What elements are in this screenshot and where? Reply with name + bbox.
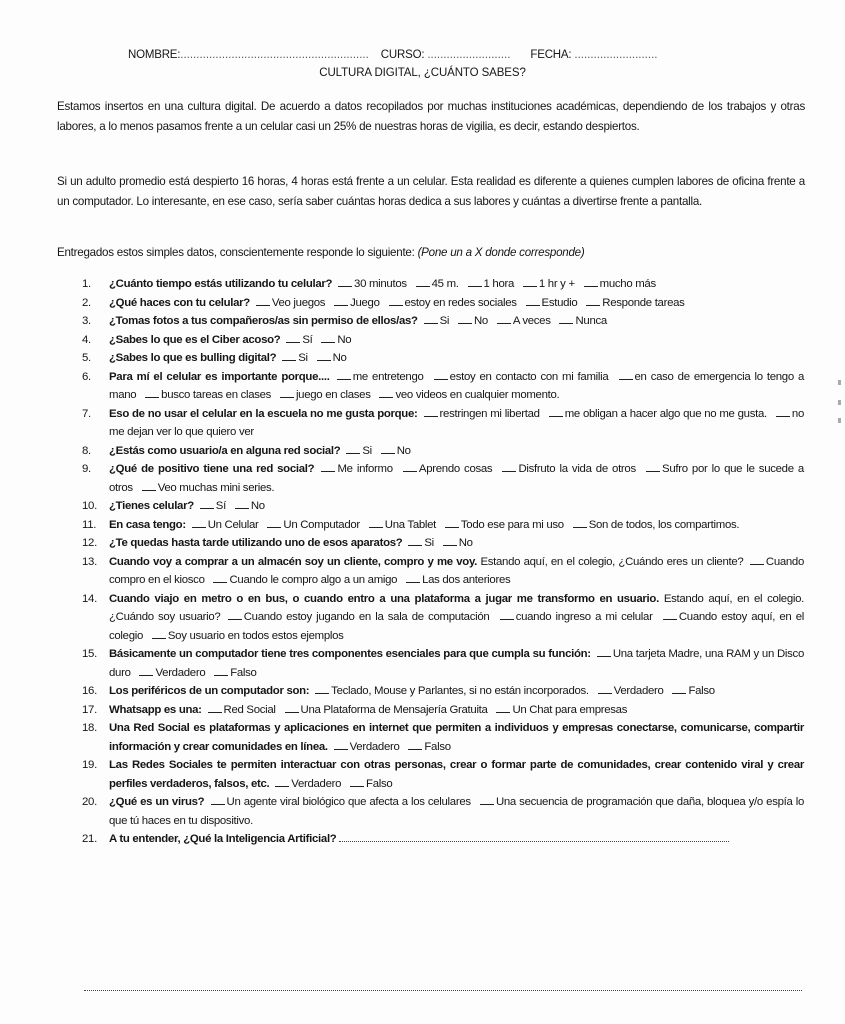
option-label: me obligan a hacer algo que no me gusta.	[564, 407, 767, 420]
question-number: 14.	[82, 592, 97, 605]
student-info-row	[128, 49, 738, 61]
question-item	[82, 368, 804, 405]
answer-blank[interactable]	[458, 313, 472, 324]
option-label: juego en clases	[295, 389, 371, 401]
scan-mark	[838, 400, 841, 405]
answer-blank[interactable]	[584, 276, 598, 287]
option-label: Cuando le compro algo a un amigo	[229, 574, 398, 586]
answer-blank[interactable]	[672, 683, 686, 694]
option-label: Responde tareas	[602, 296, 685, 309]
question-text: ¿Te quedas hasta tarde utilizando uno de esos aparatos?	[109, 537, 403, 549]
answer-blank[interactable]	[586, 295, 600, 306]
option-label: A veces	[512, 315, 551, 327]
question-item	[82, 312, 804, 331]
question-number: 5.	[82, 352, 91, 364]
answer-blank[interactable]	[445, 517, 459, 528]
page-title: CULTURA DIGITAL, ¿CUÁNTO SABES?	[319, 67, 526, 79]
answer-blank[interactable]	[282, 350, 296, 361]
question-item	[82, 590, 804, 646]
answer-blank[interactable]	[286, 332, 300, 343]
answer-blank[interactable]	[646, 461, 660, 472]
option-label: Una Tablet	[384, 518, 437, 531]
question-number: 8.	[82, 444, 91, 457]
question-item	[82, 275, 804, 294]
scan-mark	[838, 418, 841, 423]
question-context: Estando aquí, en el colegio. ¿Cuándo soy usuario?	[109, 592, 804, 623]
option-label: Falso	[230, 666, 257, 679]
option-label: Un agente viral biológico que afecta a los celulares	[226, 796, 471, 808]
question-item	[82, 442, 804, 461]
answer-blank[interactable]	[468, 276, 482, 287]
question-number: 13.	[82, 555, 97, 568]
question-list	[82, 275, 804, 849]
question-item	[82, 294, 804, 313]
answer-blank[interactable]	[213, 572, 227, 583]
question-number: 4.	[82, 333, 91, 346]
question-number: 11.	[82, 518, 97, 531]
answer-blank[interactable]	[334, 739, 348, 750]
option-label: Verdadero	[291, 777, 342, 790]
answer-blank[interactable]	[381, 443, 395, 454]
option-label: 45 m.	[431, 278, 459, 290]
option-label: Cuando estoy aquí, en el colegio	[109, 611, 804, 642]
question-number: 6.	[82, 370, 91, 383]
option-label: Si	[439, 315, 450, 327]
question-number: 19.	[82, 759, 97, 771]
question-number: 9.	[82, 463, 91, 475]
answer-blank[interactable]	[408, 739, 422, 750]
option-label: no me dejan ver lo que quiero ver	[109, 407, 804, 438]
option-label: Si	[298, 352, 308, 364]
answer-blank[interactable]	[416, 276, 430, 287]
option-label: Falso	[366, 777, 393, 790]
answer-blank[interactable]	[211, 794, 225, 805]
question-number: 20.	[82, 796, 97, 808]
question-item	[82, 553, 804, 590]
answer-blank[interactable]	[338, 276, 352, 287]
answer-blank[interactable]	[424, 406, 438, 417]
answer-blank[interactable]	[267, 517, 281, 528]
option-label: Un Computador	[283, 518, 360, 531]
question-text: ¿Qué es un virus?	[109, 796, 205, 808]
instructions-text: Entregados estos simples datos, conscientemente responde lo siguiente:	[57, 246, 418, 259]
option-label: Aprendo cosas	[418, 463, 493, 475]
question-item	[82, 405, 804, 442]
option-label: No	[250, 500, 265, 512]
answer-blank[interactable]	[549, 406, 563, 417]
answer-blank[interactable]	[408, 535, 422, 546]
question-number: 1.	[82, 278, 91, 290]
answer-blank[interactable]	[776, 406, 790, 417]
answer-blank[interactable]	[346, 443, 360, 454]
question-number: 10.	[82, 500, 97, 512]
answer-blank[interactable]	[497, 313, 511, 324]
question-item	[82, 534, 804, 553]
question-number: 17.	[82, 703, 97, 716]
answer-blank[interactable]	[619, 369, 633, 380]
question-context: Estando aquí, en el colegio, ¿Cuándo eres un cliente?	[480, 555, 744, 568]
answer-blank[interactable]	[256, 295, 270, 306]
answer-blank[interactable]	[750, 554, 764, 565]
option-label: Una tarjeta Madre, una RAM y un Disco duro	[109, 648, 804, 679]
option-label: Sí	[302, 333, 313, 346]
answer-blank[interactable]	[350, 776, 364, 787]
answer-blank[interactable]	[496, 702, 510, 713]
option-label: Estudio	[541, 296, 578, 309]
question-item	[82, 331, 804, 350]
scan-mark	[838, 380, 841, 385]
option-label: Nunca	[575, 315, 607, 327]
question-text: ¿Estás como usuario/a en alguna red social?	[109, 444, 341, 457]
curso-label: CURSO:	[380, 49, 425, 61]
answer-blank[interactable]	[321, 332, 335, 343]
question-item	[82, 830, 804, 849]
option-label: Falso	[424, 740, 451, 753]
option-label: Falso	[688, 685, 715, 697]
option-label: Todo ese para mi uso	[460, 518, 564, 531]
question-text: ¿Cuánto tiempo estás utilizando tu celular?	[109, 278, 333, 290]
answer-blank[interactable]	[235, 498, 249, 509]
option-label: Son de todos, los compartimos.	[588, 518, 740, 531]
answer-blank[interactable]	[369, 517, 383, 528]
answer-blank[interactable]	[406, 572, 420, 583]
answer-blank[interactable]	[145, 387, 159, 398]
question-text: Cuando viajo en metro o en bus, o cuando entro a una plataforma a jugar me transformo en usuario.	[109, 592, 659, 605]
question-text: ¿Qué de positivo tiene una red social?	[109, 463, 315, 475]
option-label: Cuando estoy jugando en la sala de computación	[243, 611, 490, 623]
option-label: Disfruto la vida de otros	[518, 463, 636, 475]
option-label: No	[396, 444, 411, 457]
option-label: Si	[362, 444, 372, 457]
option-label: Veo juegos	[271, 296, 326, 309]
option-label: Soy usuario en todos estos ejemplos	[167, 629, 344, 642]
answer-blank[interactable]	[285, 702, 299, 713]
answer-blank[interactable]	[200, 498, 214, 509]
option-label: me entretengo	[352, 370, 424, 383]
question-text: Cuando voy a comprar a un almacén soy un cliente, compro y me voy.	[109, 555, 478, 568]
answer-blank[interactable]	[502, 461, 516, 472]
question-item	[82, 701, 804, 720]
question-item	[82, 460, 804, 497]
answer-blank[interactable]	[424, 313, 438, 324]
answer-blank[interactable]	[663, 609, 677, 620]
answer-blank[interactable]	[152, 628, 166, 639]
option-label: Una Plataforma de Mensajería Gratuita	[300, 703, 488, 716]
answer-blank[interactable]	[379, 387, 393, 398]
question-item	[82, 682, 804, 701]
option-label: busco tareas en clases	[161, 389, 272, 401]
answer-blank[interactable]	[228, 609, 242, 620]
question-item	[82, 756, 804, 793]
q21-answer-line-2[interactable]	[84, 980, 802, 991]
answer-blank[interactable]	[523, 276, 537, 287]
question-item	[82, 349, 804, 368]
question-number: 7.	[82, 407, 91, 420]
question-text: Las Redes Sociales te permiten interactuar con otras personas, crear o formar parte de comunidades, crear contenido viral y crear perfiles verdaderos, falsos, etc.	[109, 759, 804, 790]
question-text: Para mí el celular es importante porque....	[109, 370, 330, 383]
option-label: Un Celular	[207, 518, 259, 531]
option-label: estoy en contacto con mi familia	[449, 370, 609, 383]
answer-blank[interactable]	[317, 350, 331, 361]
option-label: Un Chat para empresas	[512, 703, 628, 716]
option-label: veo videos en cualquier momento.	[395, 389, 560, 401]
question-number: 12.	[82, 537, 97, 549]
curso-field[interactable]: ..........................	[427, 49, 511, 61]
question-text: ¿Tomas fotos a tus compañeros/as sin permiso de ellos/as?	[109, 315, 418, 327]
option-label: restringen mi libertad	[439, 407, 540, 420]
option-label: Una secuencia de programación que daña, bloquea y/o espía lo que tú haces en tu dispositivo.	[109, 796, 805, 827]
option-label: Si	[424, 537, 434, 549]
option-label: 1 hr y +	[538, 278, 575, 290]
answer-blank[interactable]	[434, 369, 448, 380]
question-text: Básicamente un computador tiene tres componentes esenciales para que cumpla su función:	[109, 648, 591, 660]
question-text: ¿Sabes lo que es el Ciber acoso?	[109, 333, 281, 346]
question-text: ¿Tienes celular?	[109, 500, 194, 512]
option-label: No	[458, 537, 473, 549]
q21-answer-line-1[interactable]	[339, 831, 729, 842]
question-number: 15.	[82, 648, 97, 660]
answer-blank[interactable]	[573, 517, 587, 528]
answer-blank[interactable]	[500, 609, 514, 620]
instructions-paragraph	[57, 243, 805, 263]
question-text: Whatsapp es una:	[109, 703, 202, 716]
fecha-label: FECHA:	[530, 49, 572, 61]
answer-blank[interactable]	[142, 480, 156, 491]
question-number: 21.	[82, 833, 97, 845]
nombre-field[interactable]: ...........................................................	[180, 49, 369, 61]
question-number: 18.	[82, 722, 97, 734]
answer-blank[interactable]	[139, 665, 153, 676]
question-text: Eso de no usar el celular en la escuela no me gusta porque:	[109, 407, 418, 420]
answer-blank[interactable]	[443, 535, 457, 546]
question-number: 16.	[82, 685, 97, 697]
intro-paragraph-1: Estamos insertos en una cultura digital. De acuerdo a datos recopilados por muchas instituciones académicas, dependiendo de los trabajos y otras labores, a lo menos pasamos frente a un celular casi un 25% de nuestras horas de vigilia, es decir, estando despiertos.	[57, 100, 805, 133]
instructions-note: (Pone un a X donde corresponde)	[417, 246, 585, 259]
option-label: Juego	[350, 296, 380, 309]
question-text: ¿Sabes lo que es bulling digital?	[109, 352, 277, 364]
question-number: 2.	[82, 296, 91, 309]
answer-blank[interactable]	[598, 683, 612, 694]
intro-paragraph-2: Si un adulto promedio está despierto 16 horas, 4 horas está frente a un celular. Esta realidad es diferente a quienes cumplen labores de oficina frente a un computador. Lo interesante, en ese caso, sería saber cuántas horas dedica a sus labores y cuántas a divertirse frente a pantalla.	[57, 175, 805, 208]
option-label: No	[473, 315, 488, 327]
option-label: No	[332, 352, 347, 364]
answer-blank[interactable]	[275, 776, 289, 787]
question-item	[82, 497, 804, 516]
option-label: Teclado, Mouse y Parlantes, si no están incorporados.	[331, 685, 589, 697]
option-label: Sí	[215, 500, 226, 512]
answer-blank[interactable]	[597, 646, 611, 657]
option-label: Las dos anteriores	[422, 574, 511, 586]
question-text: A tu entender, ¿Qué la Inteligencia Artificial?	[109, 833, 337, 845]
option-label: Red Social	[223, 703, 276, 716]
answer-blank[interactable]	[389, 295, 403, 306]
answer-blank[interactable]	[315, 683, 329, 694]
option-label: Sufro por lo que le sucede a otros	[109, 463, 804, 494]
option-label: cuando ingreso a mi celular	[515, 611, 653, 623]
answer-blank[interactable]	[280, 387, 294, 398]
question-text: Una Red Social es plataformas y aplicaciones en internet que permiten a individuos y empresas conectarse, comunicarse, compartir información y crear comunidades en línea.	[109, 722, 804, 753]
question-number: 3.	[82, 315, 91, 327]
option-label: 1 hora	[483, 278, 515, 290]
fecha-field[interactable]: ..........................	[574, 49, 658, 61]
option-label: 30 minutos	[354, 278, 407, 290]
question-text: En casa tengo:	[109, 518, 186, 531]
question-item	[82, 645, 804, 682]
answer-blank[interactable]	[321, 461, 335, 472]
answer-blank[interactable]	[480, 794, 494, 805]
option-label: No	[337, 333, 352, 346]
answer-blank[interactable]	[559, 313, 573, 324]
question-text: Los periféricos de un computador son:	[109, 685, 310, 697]
question-item	[82, 719, 804, 756]
answer-blank[interactable]	[214, 665, 228, 676]
answer-blank[interactable]	[403, 461, 417, 472]
option-label: en caso de emergencia lo tengo a mano	[109, 370, 805, 401]
option-label: Cuando compro en el kiosco	[109, 555, 804, 586]
answer-blank[interactable]	[337, 369, 351, 380]
question-item	[82, 793, 804, 830]
option-label: Verdadero	[349, 740, 400, 753]
option-label: Verdadero	[155, 666, 206, 679]
nombre-label: NOMBRE:	[128, 49, 181, 61]
option-label: estoy en redes sociales	[404, 296, 517, 309]
question-text: ¿Qué haces con tu celular?	[109, 296, 250, 309]
answer-blank[interactable]	[208, 702, 222, 713]
answer-blank[interactable]	[334, 295, 348, 306]
option-label: Veo muchas mini series.	[157, 481, 275, 494]
option-label: mucho más	[599, 278, 656, 290]
answer-blank[interactable]	[192, 517, 206, 528]
question-item	[82, 516, 804, 535]
option-label: Me informo	[337, 463, 393, 475]
answer-blank[interactable]	[526, 295, 540, 306]
option-label: Verdadero	[613, 685, 664, 697]
